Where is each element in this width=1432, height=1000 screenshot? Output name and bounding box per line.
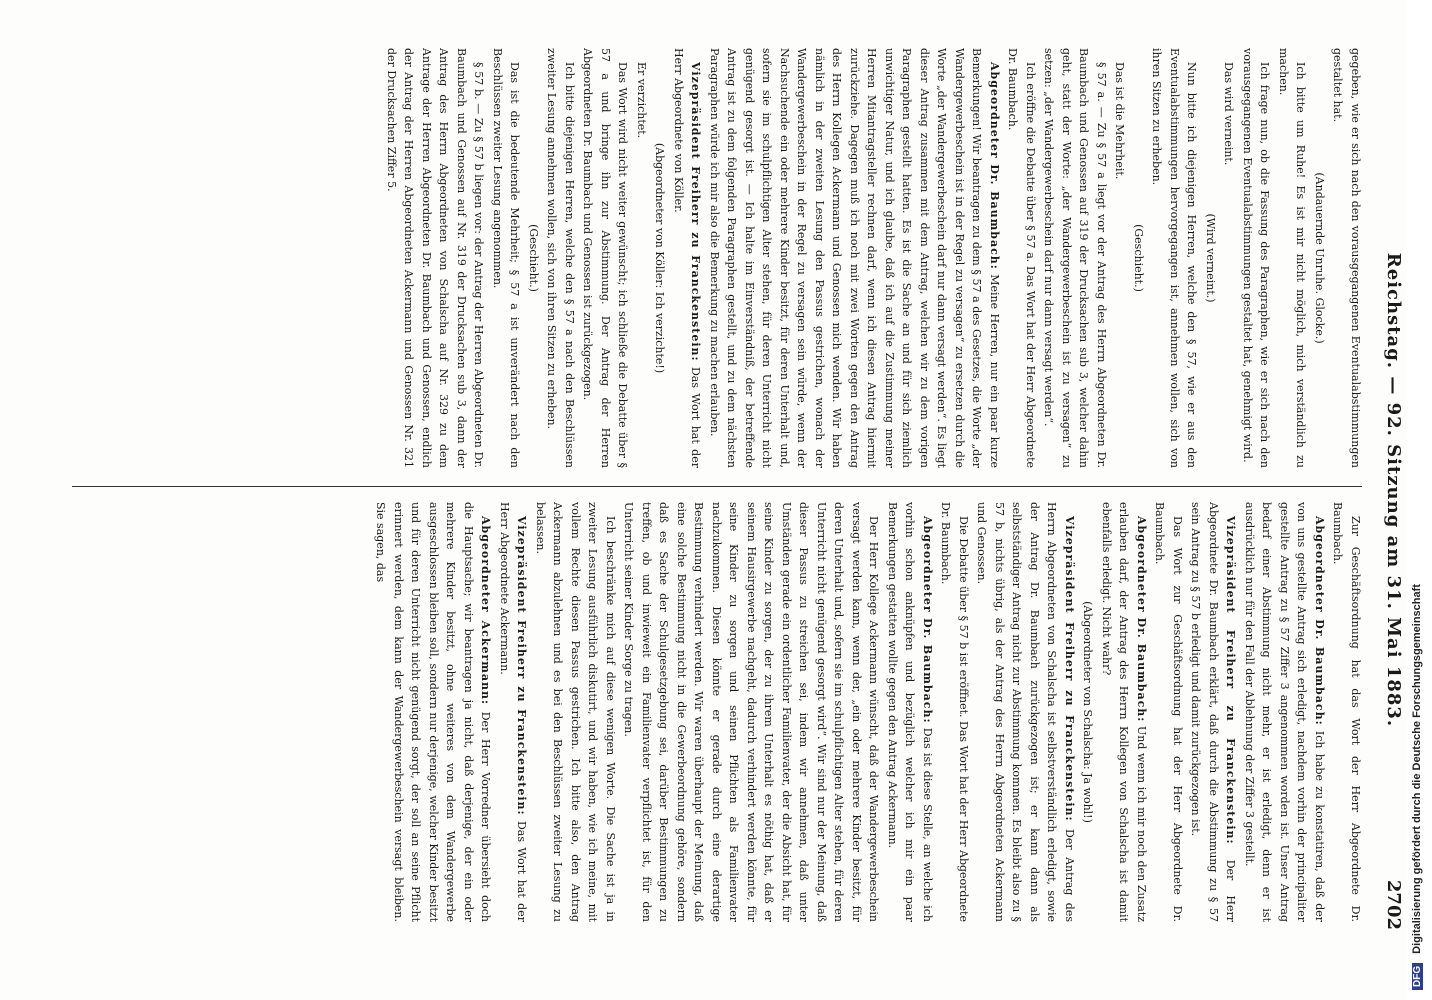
paragraph <box>620 502 883 922</box>
paragraph-text: Der Antrag des Herrn Abgeordneten von Schalscha ist selbstverständlich erledigt, sowie der Antrag Dr. Baumbach zurückgezogen ist; er kann dann als selbstständiger Antrag nicht zur Abstimmung kommen. Es bleibt also zu § 57 b, nichts übrig, als der Antrag des Herrn Abgeordneten Ackermann und Genossen. <box>975 502 1076 922</box>
speaker-name: Abgeordneter Dr. Baumbach: <box>988 62 1001 270</box>
paragraph-text: § 57 a. — Zu § 57 a liegt vor der Antrag des Herrn Abgeordneten Dr. Baumbach und Genossen auf 319 der Drucksachen sub 3, welcher dahin geht, statt der Worte: „der Wandergewerbeschein ist zu versagen“ zu setzen: „der Wandergewerbeschein darf nur dann versagt werden“. <box>1042 48 1108 468</box>
paragraph-text: Das ist die Mehrheit. <box>1113 62 1127 180</box>
column-divider <box>72 486 1362 487</box>
paragraph <box>496 502 531 922</box>
paragraph-text: Ich frage nun, ob die Fassung des Paragraphen, wie er sich nach den vorausgegangenen Eventualabstimmungen gestaltet hat, genehmigt wird. <box>1241 48 1272 468</box>
paragraph <box>1004 48 1039 468</box>
paragraph <box>1275 48 1310 468</box>
paragraph <box>579 48 632 468</box>
speaker-name: Abgeordneter Dr. Baumbach: <box>921 516 934 724</box>
paragraph-text: Meine Herren, nur ein paar kurze Bemerkungen! Wir beantragen zu dem § 57 a des Gesetzes, die Worte „der Wandergewerbeschein ist in der Regel zu versagen“ zu ersetzen durch die Worte „der Wandergewerbeschein darf nur dann versagt werden“. Es liegt dieser Antrag zusammen mit dem Antrag, welchen wir zu dem vorigen Paragraphen gestellt hatten. Es ist die Sache an und für sich ziemlich unwichtiger Natur, und ich glaube, daß ich auf die Zustimmung meiner Herren Mitantragsteller rechnen darf, wenn ich diesen Antrag hiermit zurückziehe. Dagegen muß ich noch mit zwei Worten gegen den Antrag des Herrn Kollegen Ackermann und Genossen mich wenden. Wir haben nämlich in der zweiten Lesung den Passus gestrichen, wonach der Wandergewerbeschein in der Regel zu versagen sein würde, wenn der Nachsuchende ein oder mehrere Kinder besitzt, für deren Unterhalt und, sofern sie im schulpflichtigen Alter stehen, für deren Unterricht nicht genügend gesorgt ist. — Ich halte im Einverständniß, der betreffende Antrag ist zu dem folgenden Paragraphen gestellt, und zu dem nächsten Paragraphen würde ich mir also die Bemerkung zu machen erlauben. <box>708 48 1001 468</box>
speaker-name: Abgeordneter Dr. Baumbach: <box>1135 516 1148 723</box>
paragraph-text: Das Wort wird nicht weiter gewünscht; ich schließe die Debatte über § 57 a und bringe ihn zur Abstimmung. Der Antrag der Herren Abgeordneten Dr. Baumbach und Genossen ist zurückgezogen. <box>581 48 630 468</box>
paragraph-text: Das wird verneint. <box>1222 62 1236 166</box>
paragraph <box>1329 48 1364 468</box>
page-header <box>1372 40 1404 940</box>
paragraph <box>651 48 669 468</box>
paragraph <box>706 48 1004 468</box>
paragraph <box>383 48 488 468</box>
digitization-note: Digitalisierung gefördert durch die Deutsche Forschungsgemeinschaft <box>1411 584 1423 954</box>
paragraph <box>1151 502 1186 922</box>
paragraph <box>1220 48 1238 468</box>
paragraph-text: Er verzichtet. <box>635 62 648 139</box>
paragraph <box>1241 502 1329 922</box>
right-column <box>84 502 1364 922</box>
paragraph <box>1130 48 1148 468</box>
paragraph <box>543 48 578 468</box>
paragraph-text: Das Wort zur Geschäftsordnung hat der Herr Abgeordnete Dr. Baumbach. <box>1153 502 1184 922</box>
speaker-name: Abgeordneter Dr. Baumbach: <box>1313 516 1326 726</box>
paragraph-text: § 57 b. — Zu § 57 b liegen vor: der Antrag der Herren Abgeordneten Dr. Baumbach und Genossen auf Nr. 319 der Drucksachen sub 3, dann der Antrag des Herrn Abgeordneten von Schalscha auf Nr. 329 zu dem Antrage der Herren Abgeordneten Dr. Baumbach und Genossen, endlich der Antrag der Herren Abgeordneten Ackermann und Genossen Nr. 321 der Drucksachen Ziffer 5. <box>385 48 486 468</box>
paragraph <box>1148 48 1201 468</box>
dfg-logo: DFG <box>1412 963 1423 990</box>
paragraph-text: Der Herr Kollege Ackermann wünscht, daß der Wandergewerbeschein versagt werden kann, wenn der, „ein oder mehrere Kinder besitzt, für deren Unterhalt und, sofern sie im schulpflichtigen Alter stehen, für deren Unterricht nicht genügend gesorgt wird“. Wir sind nur der Meinung, daß dieser Passus zu streichen sei, indem wir annehmen, daß unter Umständen gerade ein ordentlicher Familienvater, der die Absicht hat, für seine Kinder zu sorgen, der zu ihrem Unterhalt es nöthig hat, daß er seinem Hausirgewerbe nachgeht, dadurch verhindert werden könnte, für seine Kinder zu sorgen und seinen Pflichten als Familienvater nachzukommen. Diesen könnte er gerade durch eine derartige Bestimmung verhindert werden. Wir waren überhaupt der Meinung, daß eine solche Bestimmung nicht in die Gewerbeordnung gehöre, sondern daß es Sache der Schulgesetzgebung sei, darüber Bestimmungen zu treffen, ob und inwieweit ein Familienvater verpflichtet ist, für den Unterricht seiner Kinder Sorge zu tragen. <box>622 502 881 922</box>
paragraph-text: Ich bitte diejenigen Herren, welche den § 57 a nach den Beschlüssen zweiter Lesung annehmen wollen, sich von ihren Sitzen zu erheben. <box>545 48 576 468</box>
paragraph-text: Ich habe zu konstatiren, daß der von uns gestellte Antrag sich erledigt, nachdem vorhin der principaliter gestellte Antrag zu § 57 Ziffer 3 angenommen worden ist. Unser Antrag bedarf einer Abstimmung nicht mehr, er ist erledigt, denn er ist ausdrücklich nur für den Fall der Ablehnung der Ziffer 3 gestellt. <box>1243 502 1326 922</box>
speaker-name: Vizepräsident Freiherr zu Franckenstein: <box>515 516 529 816</box>
paragraph-text: Ich bitte um Ruhe! Es ist mir nicht möglich, mich verständlich zu machen. <box>1277 48 1308 468</box>
paragraph-text: (Abgeordneter von Köller: Ich verzichte!) <box>653 142 667 374</box>
paragraph-text: Die Debatte über § 57 b ist eröffnet. Das Wort hat der Herr Abgeordnete Dr. Baumbach. <box>939 502 970 922</box>
paragraph-text: gegeben, wie er sich nach den vorausgegangenen Eventualabstimmungen gestaltet hat. <box>1331 48 1362 468</box>
paragraph-text: Das Wort hat der Herr Abgeordnete von Köller. <box>672 48 703 468</box>
paragraph <box>489 48 524 468</box>
paragraph <box>1111 48 1129 468</box>
paragraph <box>884 502 937 922</box>
speaker-name: Vizepräsident Freiherr zu Franckenstein: <box>1063 516 1076 822</box>
paragraph <box>1239 48 1274 468</box>
paragraph <box>1311 48 1329 468</box>
paragraph <box>973 502 1078 922</box>
left-column <box>84 48 1364 468</box>
paragraph <box>633 48 651 468</box>
paragraph <box>525 48 543 468</box>
paragraph-text: Und wenn ich mir noch den Zusatz erlauben darf, der Antrag des Herrn Kollegen von Schalscha ist damit ebenfalls erledigt. Nicht wahr? <box>1100 502 1148 922</box>
paragraph-text: (Andauernde Unruhe. Glocke.) <box>1313 172 1326 344</box>
page-number: 2702 <box>1383 879 1404 930</box>
speaker-name: Abgeordneter Ackermann: <box>479 516 493 706</box>
paragraph <box>1187 502 1240 922</box>
paragraph-text: Der Herr Abgeordnete Dr. Baumbach erklärt, daß durch die Abstimmung zu § 57 sein Antrag zu § 57 b erledigt und damit zurückgezogen ist. <box>1189 502 1238 922</box>
paragraph <box>937 502 972 922</box>
speaker-name: Vizepräsident Freiherr zu Franckenstein: <box>689 62 703 362</box>
digitization-sidebar <box>1406 0 1432 1000</box>
paragraph <box>1202 48 1220 468</box>
paragraph <box>1079 502 1097 922</box>
paragraph <box>532 502 620 922</box>
paragraph <box>1098 502 1151 922</box>
paragraph-text: Das ist die bedeutende Mehrheit; § 57 a ist unverändert nach den Beschlüssen zweiter Lesung angenommen. <box>491 48 522 468</box>
paragraph-text: Ich eröffne die Debatte über § 57 a. Das Wort hat der Herr Abgeordnete Dr. Baumbach. <box>1006 48 1037 468</box>
paragraph-text: Das ist diese Stelle, an welche ich vorhin schon anknüpfen und bezüglich welcher ich mir ein paar Bemerkungen gestatten wollte gegen den Antrag Ackermann. <box>886 502 934 922</box>
paragraph <box>670 48 705 468</box>
paragraph-text: Der Herr Vorredner übersieht doch die Hauptsache; wir beantragen ja nicht, daß derjenige, der ein oder mehrere Kinder besitzt, ohne weiteres von dem Wandergewerbe ausgeschlossen bleiben soll, sondern nur derjenige, welcher Kinder besitzt und für deren Unterricht nicht genügend sorgt, der soll an seine Pflicht erinnert werden, dem kann der Wandergewerbeschein versagt bleiben. Sie sagen, das <box>374 502 493 922</box>
paragraph <box>1040 48 1110 468</box>
paragraph-text: Zur Geschäftsordnung hat das Wort der Herr Abgeordnete Dr. Baumbach. <box>1331 502 1362 922</box>
paragraph-text: (Wird verneint.) <box>1204 213 1217 303</box>
paragraph-text: Das Wort hat der Herr Abgeordnete Ackermann. <box>498 502 529 922</box>
paragraph-text: (Geschieht.) <box>527 224 540 292</box>
paragraph-text: Ich beschränke mich auf diese wenigen Worte. Die Sache ist ja in zweiter Lesung ausführlich diskutirt, und wir haben, wie ich meine, mit vollem Rechte diesen Passus gestrichen. Ich bitte also, den Antrag Ackermann abzulehnen und es bei den Beschlüssen zweiter Lesung zu belassen. <box>534 502 617 922</box>
paragraph <box>372 502 495 922</box>
digitization-credit <box>1411 10 1427 990</box>
page-title: Reichstag. — 92. Sitzung am 31. Mai 1883. <box>1383 252 1404 728</box>
speaker-name: Vizepräsident Freiherr zu Franckenstein: <box>1224 516 1238 845</box>
paragraph <box>1329 502 1364 922</box>
paragraph-text: (Abgeordneter von Schalscha: Ja wohl!) <box>1081 601 1095 823</box>
paragraph-text: (Geschieht.) <box>1132 224 1145 292</box>
paragraph-text: Nun bitte ich diejenigen Herren, welche den § 57, wie er aus den Eventualabstimmungen hervorgegangen ist, annehmen wollen, sich von ihren Sitzen zu erheben. <box>1150 48 1199 468</box>
